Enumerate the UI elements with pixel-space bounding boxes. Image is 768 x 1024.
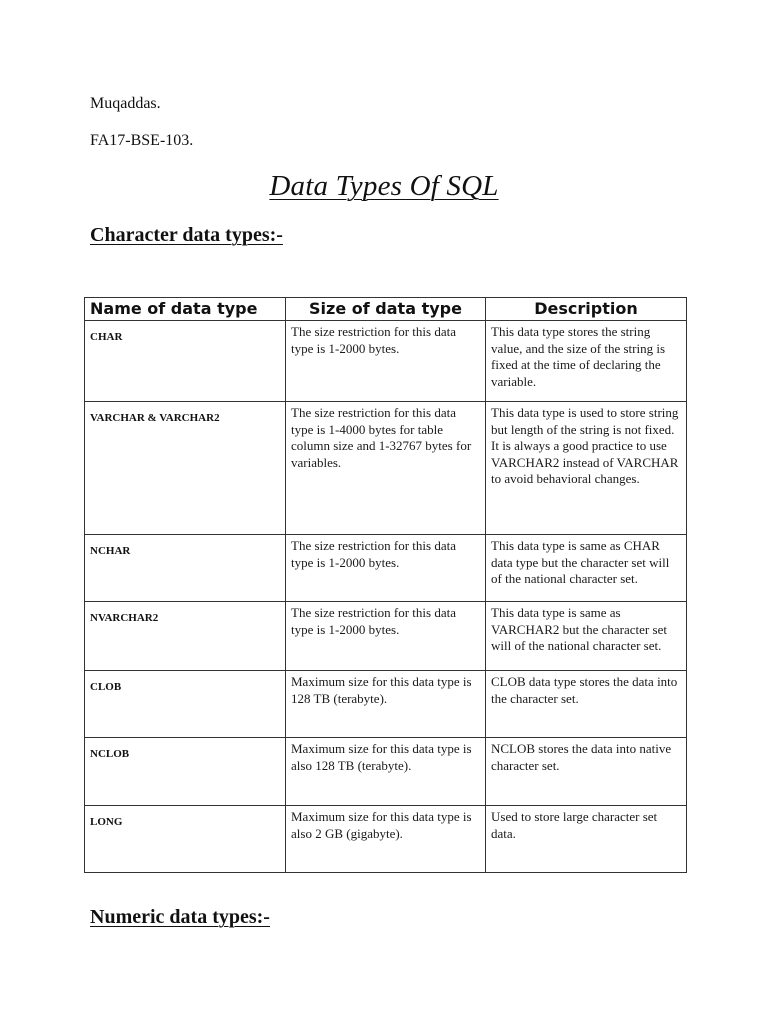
cell-type-description: Used to store large character set data. — [486, 806, 687, 873]
cell-type-name: NVARCHAR2 — [85, 602, 286, 671]
author-name: Muqaddas. — [90, 95, 161, 112]
cell-type-name: CLOB — [85, 671, 286, 738]
student-id: FA17-BSE-103. — [90, 132, 194, 149]
cell-type-name: NCHAR — [85, 535, 286, 602]
cell-type-name: VARCHAR & VARCHAR2 — [85, 402, 286, 535]
cell-type-size: Maximum size for this data type is also 2 GB (gigabyte). — [286, 806, 486, 873]
column-header-size: Size of data type — [286, 298, 486, 321]
column-header-description: Description — [486, 298, 687, 321]
table-row — [85, 402, 687, 535]
cell-type-description: This data type is same as VARCHAR2 but the character set will of the national character set. — [486, 602, 687, 671]
cell-type-description: NCLOB stores the data into native character set. — [486, 738, 687, 806]
cell-type-name: CHAR — [85, 321, 286, 402]
table-row — [85, 671, 687, 738]
table-row — [85, 321, 687, 402]
cell-type-size: The size restriction for this data type is 1-2000 bytes. — [286, 535, 486, 602]
cell-type-description: This data type is used to store string but length of the string is not fixed. It is always a good practice to use VARCHAR2 instead of VARCHAR to avoid behavioral changes. — [486, 402, 687, 535]
cell-type-description: CLOB data type stores the data into the character set. — [486, 671, 687, 738]
character-data-types-table — [84, 297, 687, 873]
cell-type-description: This data type is same as CHAR data type but the character set will of the national character set. — [486, 535, 687, 602]
cell-type-size: The size restriction for this data type is 1-2000 bytes. — [286, 321, 486, 402]
table-row — [85, 806, 687, 873]
cell-type-size: The size restriction for this data type is 1-4000 bytes for table column size and 1-32767 bytes for variables. — [286, 402, 486, 535]
cell-type-size: The size restriction for this data type is 1-2000 bytes. — [286, 602, 486, 671]
numeric-data-types-heading: Numeric data types:- — [90, 906, 270, 928]
table-row — [85, 738, 687, 806]
cell-type-name: LONG — [85, 806, 286, 873]
cell-type-size: Maximum size for this data type is also 128 TB (terabyte). — [286, 738, 486, 806]
character-data-types-heading: Character data types:- — [90, 224, 283, 246]
cell-type-name: NCLOB — [85, 738, 286, 806]
table-header-row — [85, 298, 687, 321]
cell-type-description: This data type stores the string value, and the size of the string is fixed at the time of declaring the variable. — [486, 321, 687, 402]
column-header-name: Name of data type — [85, 298, 286, 321]
table-row — [85, 535, 687, 602]
page-title: Data Types Of SQL — [269, 170, 499, 202]
cell-type-size: Maximum size for this data type is 128 TB (terabyte). — [286, 671, 486, 738]
table-row — [85, 602, 687, 671]
